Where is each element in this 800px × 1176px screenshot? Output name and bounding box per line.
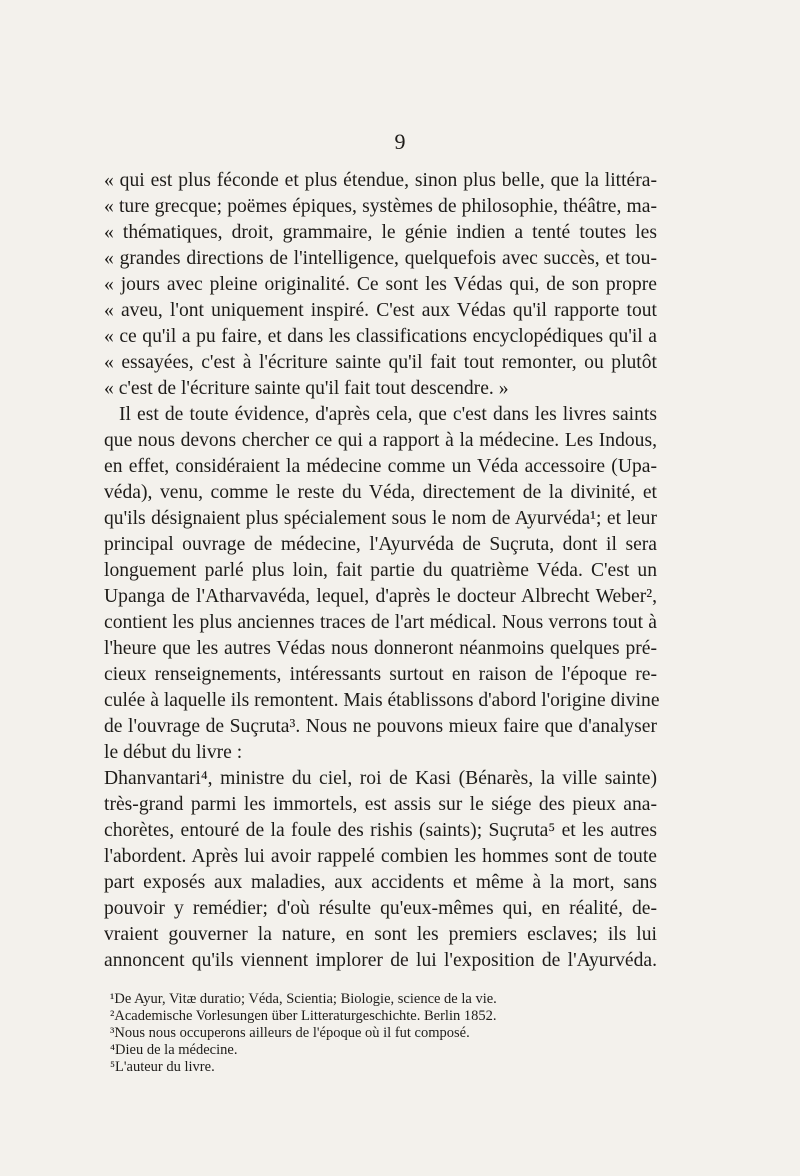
footnote: ⁴Dieu de la médecine. (110, 1042, 238, 1058)
text-line: le début du livre : (104, 742, 243, 763)
text-line: de l'ouvrage de Suçruta³. Nous ne pouvons mieux faire que d'analyser (104, 716, 657, 737)
footnote: ⁵L'auteur du livre. (110, 1059, 215, 1075)
text-line: longuement parlé plus loin, fait partie du quatrième Véda. C'est un (104, 560, 657, 581)
text-line: vraient gouverner la nature, en sont les premiers esclaves; ils lui (104, 924, 657, 945)
page-number: 9 (394, 129, 406, 154)
text-line: Il est de toute évidence, d'après cela, que c'est dans les livres saints (119, 404, 657, 425)
text-line: « jours avec pleine originalité. Ce sont les Védas qui, de son propre (104, 274, 657, 295)
text-line: l'heure que les autres Védas nous donneront néanmoins quelques pré- (104, 638, 657, 659)
text-line: part exposés aux maladies, aux accidents et même à la mort, sans (104, 872, 657, 893)
text-line: principal ouvrage de médecine, l'Ayurvéda de Suçruta, dont il sera (104, 534, 657, 555)
text-line: « aveu, l'ont uniquement inspiré. C'est aux Védas qu'il rapporte tout (104, 300, 657, 321)
text-line: en effet, considéraient la médecine comme un Véda accessoire (Upa- (104, 456, 657, 477)
text-line: pouvoir y remédier; d'où résulte qu'eux-mêmes qui, en réalité, de- (104, 898, 657, 919)
text-line: Upanga de l'Atharvavéda, lequel, d'après le docteur Albrecht Weber², (104, 586, 657, 607)
footnote: ³Nous nous occuperons ailleurs de l'époque où il fut composé. (110, 1025, 470, 1041)
text-line: cieux renseignements, intéressants surtout en raison de l'époque re- (104, 664, 657, 685)
text-line: Dhanvantari⁴, ministre du ciel, roi de Kasi (Bénarès, la ville sainte) (104, 768, 657, 789)
text-line: « ce qu'il a pu faire, et dans les classifications encyclopédiques qu'il a (104, 326, 657, 347)
text-line: « grandes directions de l'intelligence, quelquefois avec succès, et tou- (104, 248, 657, 269)
text-line: que nous devons chercher ce qui a rapport à la médecine. Les Indous, (104, 430, 657, 451)
text-line: « essayées, c'est à l'écriture sainte qu'il fait tout remonter, ou plutôt (104, 352, 657, 373)
text-line: véda), venu, comme le reste du Véda, directement de la divinité, et (104, 482, 657, 503)
text-line: très-grand parmi les immortels, est assis sur le siége des pieux ana- (104, 794, 657, 815)
text-line: contient les plus anciennes traces de l'art médical. Nous verrons tout à (104, 612, 657, 633)
text-line: l'abordent. Après lui avoir rappelé combien les hommes sont de toute (104, 846, 657, 867)
text-line: « thématiques, droit, grammaire, le génie indien a tenté toutes les (104, 222, 657, 243)
text-line: « c'est de l'écriture sainte qu'il fait tout descendre. » (104, 378, 509, 399)
text-line: « qui est plus féconde et plus étendue, sinon plus belle, que la littéra- (104, 170, 657, 191)
footnote: ¹De Ayur, Vitæ duratio; Véda, Scientia; Biologie, science de la vie. (110, 991, 497, 1007)
text-line: qu'ils désignaient plus spécialement sous le nom de Ayurvéda¹; et leur (104, 508, 657, 529)
footnote: ²Academische Vorlesungen über Litteraturgeschichte. Berlin 1852. (110, 1008, 497, 1024)
text-line: chorètes, entouré de la foule des rishis (saints); Suçruta⁵ et les autres (104, 820, 657, 841)
text-line: « ture grecque; poëmes épiques, systèmes de philosophie, théâtre, ma- (104, 196, 657, 217)
text-line: annoncent qu'ils viennent implorer de lui l'exposition de l'Ayurvéda. (104, 950, 657, 971)
text-line: culée à laquelle ils remontent. Mais établissons d'abord l'origine divine (104, 690, 660, 711)
